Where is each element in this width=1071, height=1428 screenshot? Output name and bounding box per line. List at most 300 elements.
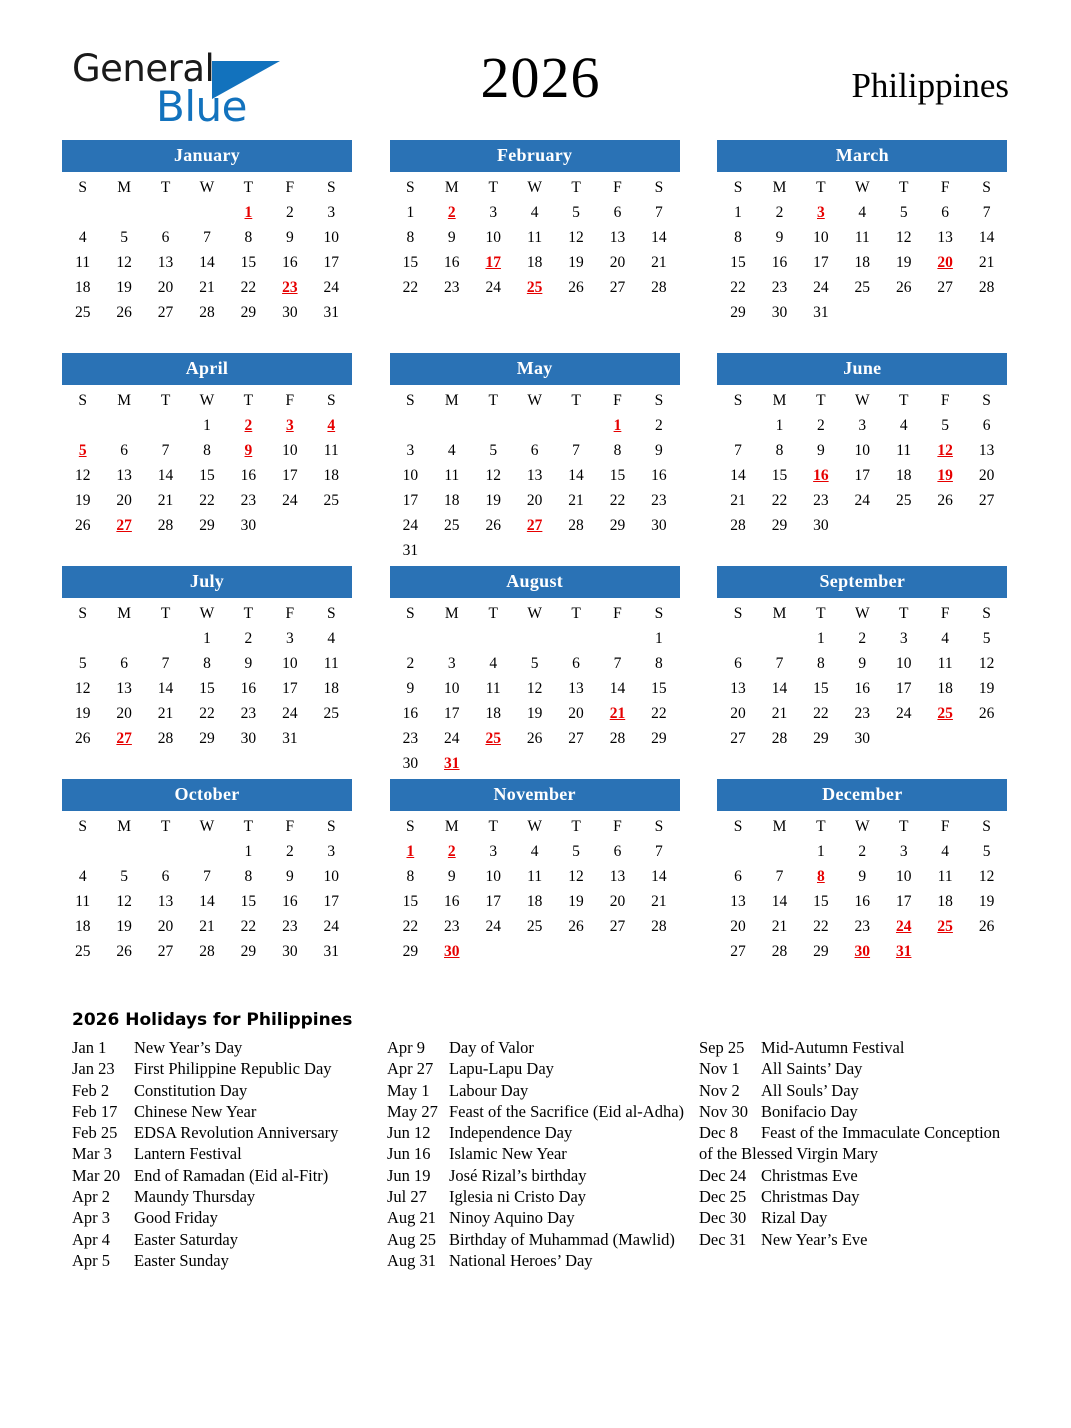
day-cell[interactable]: 3 [858,417,867,434]
day-cell[interactable]: 19 [116,279,132,296]
day-cell[interactable]: 29 [609,517,626,534]
day-cell[interactable]: 5 [530,655,539,672]
day-cell[interactable]: 15 [813,893,829,910]
day-cell[interactable]: 3 [406,442,415,459]
day-cell[interactable]: 31 [323,304,340,321]
day-cell[interactable]: 27 [937,279,953,296]
day-cell[interactable]: 20 [116,705,132,722]
day-cell-holiday[interactable]: 31 [444,755,460,772]
day-cell[interactable]: 17 [895,893,912,910]
day-cell[interactable]: 13 [116,467,132,484]
day-cell[interactable]: 2 [285,843,294,860]
day-cell[interactable]: 9 [858,868,867,885]
day-cell[interactable]: 20 [568,705,584,722]
day-cell[interactable]: 5 [120,229,128,246]
day-cell[interactable]: 6 [120,442,128,459]
day-cell[interactable]: 28 [199,943,215,960]
day-cell[interactable]: 25 [74,304,91,321]
day-cell[interactable]: 29 [771,517,788,534]
day-cell[interactable]: 11 [854,229,870,246]
day-cell[interactable]: 27 [609,918,626,935]
day-cell[interactable]: 2 [655,417,663,434]
day-cell[interactable]: 20 [978,467,995,484]
day-cell[interactable]: 17 [282,680,298,697]
day-cell[interactable]: 30 [282,943,298,960]
day-cell[interactable]: 6 [530,442,539,459]
day-cell[interactable]: 19 [74,705,91,722]
day-cell[interactable]: 5 [982,843,991,860]
day-cell[interactable]: 6 [120,655,128,672]
day-cell[interactable]: 23 [771,279,788,296]
day-cell[interactable]: 10 [402,467,419,484]
day-cell[interactable]: 7 [161,655,170,672]
day-cell[interactable]: 18 [937,893,953,910]
day-cell[interactable]: 12 [978,868,995,885]
day-cell[interactable]: 9 [406,680,415,697]
day-cell[interactable]: 21 [199,279,215,296]
day-cell[interactable]: 15 [402,254,419,271]
day-cell[interactable]: 1 [203,417,211,434]
day-cell[interactable]: 28 [730,517,746,534]
day-cell[interactable]: 29 [730,304,746,321]
day-cell[interactable]: 11 [323,655,339,672]
day-cell[interactable]: 27 [730,730,746,747]
day-cell[interactable]: 25 [323,492,340,509]
day-cell[interactable]: 19 [895,254,912,271]
day-cell[interactable]: 24 [282,492,298,509]
day-cell[interactable]: 14 [157,467,174,484]
day-cell[interactable]: 29 [651,730,667,747]
day-cell[interactable]: 14 [978,229,995,246]
day-cell[interactable]: 22 [199,492,215,509]
day-cell[interactable]: 13 [730,680,746,697]
day-cell[interactable]: 22 [813,918,829,935]
day-cell-holiday[interactable]: 25 [526,279,543,296]
day-cell[interactable]: 17 [813,254,829,271]
day-cell[interactable]: 29 [199,517,215,534]
day-cell[interactable]: 4 [78,229,87,246]
day-cell[interactable]: 28 [609,730,626,747]
day-cell[interactable]: 21 [651,893,667,910]
day-cell[interactable]: 10 [813,229,829,246]
day-cell[interactable]: 19 [116,918,132,935]
day-cell[interactable]: 23 [402,730,419,747]
day-cell[interactable]: 19 [568,254,584,271]
day-cell[interactable]: 6 [734,868,742,885]
day-cell[interactable]: 3 [327,204,336,221]
day-cell-holiday[interactable]: 24 [895,918,912,935]
day-cell[interactable]: 3 [489,204,498,221]
day-cell[interactable]: 22 [402,279,419,296]
day-cell[interactable]: 20 [609,893,626,910]
day-cell[interactable]: 27 [730,943,746,960]
day-cell[interactable]: 18 [323,467,340,484]
day-cell[interactable]: 10 [282,442,298,459]
day-cell[interactable]: 13 [157,254,174,271]
day-cell-holiday[interactable]: 25 [937,705,953,722]
day-cell[interactable]: 20 [609,254,626,271]
day-cell[interactable]: 18 [937,680,953,697]
day-cell[interactable]: 10 [485,868,501,885]
day-cell[interactable]: 1 [775,417,784,434]
day-cell[interactable]: 9 [817,442,825,459]
day-cell[interactable]: 5 [572,204,580,221]
day-cell[interactable]: 2 [244,630,253,647]
day-cell[interactable]: 11 [937,655,953,672]
day-cell[interactable]: 30 [240,730,257,747]
day-cell[interactable]: 30 [771,304,788,321]
day-cell[interactable]: 3 [489,843,498,860]
day-cell-holiday[interactable]: 12 [937,442,953,459]
day-cell[interactable]: 4 [941,843,950,860]
day-cell[interactable]: 8 [244,229,253,246]
day-cell[interactable]: 26 [568,279,584,296]
day-cell[interactable]: 8 [817,655,825,672]
day-cell[interactable]: 24 [813,279,829,296]
day-cell-holiday[interactable]: 1 [244,204,253,221]
day-cell-holiday[interactable]: 27 [116,730,132,747]
day-cell[interactable]: 26 [978,918,995,935]
day-cell[interactable]: 9 [655,442,663,459]
day-cell[interactable]: 21 [157,492,174,509]
day-cell[interactable]: 22 [199,705,215,722]
day-cell-holiday[interactable]: 27 [526,517,543,534]
day-cell[interactable]: 1 [203,630,211,647]
day-cell[interactable]: 5 [941,417,950,434]
day-cell[interactable]: 4 [530,204,539,221]
day-cell[interactable]: 5 [572,843,580,860]
day-cell[interactable]: 6 [613,843,622,860]
day-cell[interactable]: 27 [609,279,626,296]
day-cell[interactable]: 24 [323,918,340,935]
day-cell[interactable]: 4 [489,655,498,672]
day-cell[interactable]: 15 [771,467,788,484]
day-cell[interactable]: 21 [978,254,995,271]
day-cell[interactable]: 18 [526,893,543,910]
day-cell[interactable]: 11 [75,254,91,271]
day-cell[interactable]: 11 [527,868,543,885]
day-cell[interactable]: 26 [74,730,91,747]
day-cell[interactable]: 13 [978,442,995,459]
day-cell[interactable]: 21 [199,918,215,935]
day-cell[interactable]: 17 [323,893,340,910]
day-cell-holiday[interactable]: 3 [285,417,294,434]
day-cell[interactable]: 25 [444,517,460,534]
day-cell[interactable]: 5 [120,868,128,885]
day-cell[interactable]: 22 [402,918,419,935]
day-cell[interactable]: 25 [854,279,871,296]
day-cell[interactable]: 17 [895,680,912,697]
day-cell-holiday[interactable]: 8 [817,868,825,885]
day-cell[interactable]: 26 [74,517,91,534]
day-cell[interactable]: 2 [858,843,867,860]
day-cell[interactable]: 4 [941,630,950,647]
day-cell[interactable]: 14 [199,893,215,910]
day-cell[interactable]: 12 [526,680,543,697]
day-cell[interactable]: 23 [813,492,829,509]
day-cell[interactable]: 14 [730,467,746,484]
day-cell[interactable]: 16 [444,254,460,271]
day-cell[interactable]: 4 [530,843,539,860]
day-cell[interactable]: 17 [402,492,419,509]
day-cell-holiday[interactable]: 9 [244,442,253,459]
day-cell[interactable]: 10 [323,229,340,246]
day-cell[interactable]: 24 [854,492,871,509]
day-cell[interactable]: 16 [282,254,298,271]
day-cell[interactable]: 2 [406,655,415,672]
day-cell[interactable]: 8 [203,655,211,672]
day-cell[interactable]: 24 [282,705,298,722]
day-cell[interactable]: 4 [899,417,908,434]
day-cell-holiday[interactable]: 25 [485,730,501,747]
day-cell[interactable]: 31 [323,943,340,960]
day-cell[interactable]: 3 [285,630,294,647]
day-cell[interactable]: 8 [775,442,784,459]
day-cell[interactable]: 13 [157,893,174,910]
day-cell[interactable]: 10 [485,229,501,246]
day-cell-holiday[interactable]: 25 [937,918,953,935]
day-cell[interactable]: 15 [240,893,257,910]
day-cell[interactable]: 6 [982,417,991,434]
day-cell[interactable]: 31 [402,542,419,559]
day-cell[interactable]: 21 [730,492,746,509]
day-cell[interactable]: 24 [402,517,419,534]
day-cell[interactable]: 9 [447,868,456,885]
day-cell[interactable]: 8 [406,868,415,885]
day-cell[interactable]: 6 [161,868,170,885]
day-cell-holiday[interactable]: 1 [613,417,622,434]
day-cell[interactable]: 12 [568,868,584,885]
day-cell[interactable]: 24 [444,730,460,747]
day-cell[interactable]: 29 [813,730,829,747]
day-cell[interactable]: 15 [651,680,667,697]
day-cell[interactable]: 24 [323,279,340,296]
day-cell-holiday[interactable]: 30 [854,943,871,960]
day-cell[interactable]: 15 [240,254,257,271]
day-cell[interactable]: 4 [327,630,336,647]
day-cell[interactable]: 21 [651,254,667,271]
day-cell[interactable]: 1 [406,204,415,221]
day-cell[interactable]: 6 [941,204,950,221]
day-cell[interactable]: 25 [74,943,91,960]
day-cell[interactable]: 16 [854,680,871,697]
day-cell[interactable]: 22 [240,279,257,296]
day-cell[interactable]: 5 [982,630,991,647]
day-cell[interactable]: 7 [655,204,663,221]
day-cell[interactable]: 15 [813,680,829,697]
day-cell[interactable]: 19 [978,893,995,910]
day-cell-holiday[interactable]: 4 [327,417,336,434]
day-cell[interactable]: 12 [74,467,91,484]
day-cell[interactable]: 8 [406,229,415,246]
day-cell[interactable]: 4 [78,868,87,885]
day-cell[interactable]: 28 [978,279,995,296]
day-cell[interactable]: 10 [895,868,912,885]
day-cell[interactable]: 6 [572,655,580,672]
day-cell-holiday[interactable]: 27 [116,517,132,534]
day-cell[interactable]: 18 [526,254,543,271]
day-cell[interactable]: 18 [323,680,340,697]
day-cell[interactable]: 6 [613,204,622,221]
day-cell[interactable]: 17 [444,705,460,722]
day-cell[interactable]: 7 [572,442,580,459]
day-cell[interactable]: 11 [75,893,91,910]
day-cell-holiday[interactable]: 2 [447,843,456,860]
day-cell[interactable]: 6 [734,655,742,672]
day-cell[interactable]: 28 [651,279,667,296]
day-cell[interactable]: 9 [858,655,867,672]
day-cell[interactable]: 16 [854,893,871,910]
day-cell[interactable]: 3 [447,655,456,672]
day-cell[interactable]: 14 [651,868,667,885]
day-cell[interactable]: 16 [651,467,667,484]
day-cell[interactable]: 2 [775,204,784,221]
day-cell[interactable]: 28 [568,517,584,534]
day-cell[interactable]: 5 [78,655,87,672]
day-cell[interactable]: 26 [116,943,132,960]
day-cell[interactable]: 12 [485,467,501,484]
day-cell[interactable]: 14 [157,680,174,697]
day-cell[interactable]: 31 [282,730,298,747]
day-cell[interactable]: 26 [568,918,584,935]
day-cell[interactable]: 15 [402,893,419,910]
day-cell[interactable]: 19 [485,492,501,509]
day-cell[interactable]: 26 [978,705,995,722]
day-cell[interactable]: 28 [157,517,174,534]
day-cell-holiday[interactable]: 31 [895,943,912,960]
day-cell[interactable]: 24 [895,705,912,722]
day-cell[interactable]: 23 [240,705,257,722]
day-cell[interactable]: 20 [730,918,746,935]
day-cell[interactable]: 8 [244,868,253,885]
day-cell[interactable]: 17 [323,254,340,271]
day-cell[interactable]: 22 [651,705,667,722]
day-cell[interactable]: 7 [203,229,211,246]
day-cell[interactable]: 7 [775,655,784,672]
day-cell[interactable]: 14 [771,680,788,697]
day-cell[interactable]: 23 [240,492,257,509]
day-cell[interactable]: 21 [771,918,788,935]
day-cell[interactable]: 30 [813,517,829,534]
day-cell[interactable]: 7 [734,442,742,459]
day-cell[interactable]: 13 [609,229,626,246]
day-cell[interactable]: 13 [730,893,746,910]
day-cell[interactable]: 11 [527,229,543,246]
day-cell[interactable]: 29 [199,730,215,747]
day-cell[interactable]: 10 [854,442,871,459]
day-cell[interactable]: 20 [157,279,174,296]
day-cell[interactable]: 22 [609,492,626,509]
day-cell[interactable]: 18 [485,705,501,722]
day-cell[interactable]: 13 [937,229,953,246]
day-cell-holiday[interactable]: 5 [78,442,87,459]
day-cell[interactable]: 15 [609,467,626,484]
day-cell[interactable]: 19 [74,492,91,509]
day-cell[interactable]: 25 [323,705,340,722]
day-cell[interactable]: 1 [655,630,663,647]
day-cell[interactable]: 16 [282,893,298,910]
day-cell[interactable]: 23 [854,705,871,722]
day-cell[interactable]: 3 [899,843,908,860]
day-cell[interactable]: 1 [817,843,825,860]
day-cell[interactable]: 29 [240,304,257,321]
day-cell[interactable]: 23 [854,918,871,935]
day-cell[interactable]: 7 [613,655,622,672]
day-cell[interactable]: 17 [485,893,501,910]
day-cell[interactable]: 7 [203,868,211,885]
day-cell[interactable]: 26 [526,730,543,747]
day-cell[interactable]: 30 [282,304,298,321]
day-cell[interactable]: 30 [854,730,871,747]
day-cell[interactable]: 12 [74,680,91,697]
day-cell[interactable]: 20 [730,705,746,722]
day-cell[interactable]: 7 [982,204,991,221]
day-cell[interactable]: 7 [161,442,170,459]
day-cell[interactable]: 2 [285,204,294,221]
day-cell[interactable]: 8 [203,442,211,459]
day-cell-holiday[interactable]: 19 [937,467,953,484]
day-cell[interactable]: 28 [199,304,215,321]
day-cell[interactable]: 19 [526,705,543,722]
day-cell[interactable]: 27 [157,304,174,321]
day-cell[interactable]: 26 [895,279,912,296]
day-cell[interactable]: 30 [402,755,419,772]
day-cell[interactable]: 11 [896,442,912,459]
day-cell-holiday[interactable]: 2 [447,204,456,221]
day-cell[interactable]: 22 [813,705,829,722]
day-cell-holiday[interactable]: 21 [609,705,626,722]
day-cell[interactable]: 20 [116,492,132,509]
day-cell[interactable]: 9 [244,655,253,672]
day-cell[interactable]: 24 [485,918,501,935]
day-cell[interactable]: 3 [327,843,336,860]
day-cell[interactable]: 22 [240,918,257,935]
day-cell[interactable]: 8 [613,442,622,459]
day-cell[interactable]: 3 [899,630,908,647]
day-cell[interactable]: 22 [730,279,746,296]
day-cell[interactable]: 15 [199,467,215,484]
day-cell[interactable]: 14 [568,467,584,484]
day-cell[interactable]: 5 [899,204,908,221]
day-cell[interactable]: 10 [323,868,340,885]
day-cell[interactable]: 9 [775,229,784,246]
day-cell-holiday[interactable]: 2 [244,417,253,434]
day-cell[interactable]: 12 [116,254,132,271]
day-cell[interactable]: 14 [771,893,788,910]
day-cell[interactable]: 19 [568,893,584,910]
day-cell[interactable]: 27 [978,492,995,509]
day-cell[interactable]: 1 [734,204,742,221]
day-cell[interactable]: 23 [444,918,460,935]
day-cell[interactable]: 12 [978,655,995,672]
day-cell-holiday[interactable]: 1 [406,843,415,860]
day-cell[interactable]: 15 [199,680,215,697]
day-cell[interactable]: 9 [447,229,456,246]
day-cell-holiday[interactable]: 23 [282,279,298,296]
day-cell[interactable]: 25 [895,492,912,509]
day-cell[interactable]: 27 [157,943,174,960]
day-cell[interactable]: 26 [116,304,132,321]
day-cell[interactable]: 6 [161,229,170,246]
day-cell[interactable]: 27 [568,730,584,747]
day-cell[interactable]: 12 [116,893,132,910]
day-cell[interactable]: 30 [240,517,257,534]
day-cell[interactable]: 14 [609,680,626,697]
day-cell[interactable]: 1 [244,843,253,860]
day-cell[interactable]: 28 [157,730,174,747]
day-cell[interactable]: 29 [240,943,257,960]
day-cell[interactable]: 16 [240,680,257,697]
